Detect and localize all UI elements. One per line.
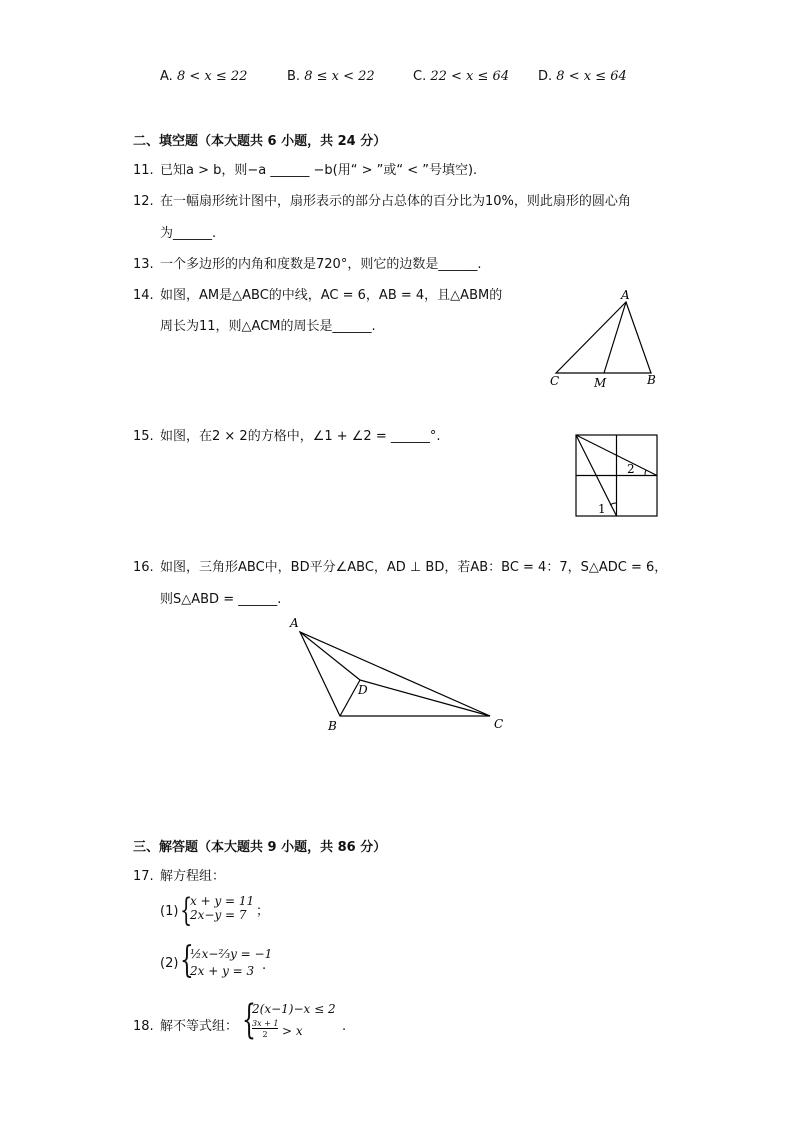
q15-label-1: 1 — [598, 502, 606, 516]
section-3-title: 三、解答题（本大题共 9 小题，共 86 分） — [133, 840, 387, 855]
q15-label-2: 2 — [627, 462, 635, 476]
q17-part1-eq1: x + y = 11 — [190, 894, 255, 908]
q13-text: 一个多边形的内角和度数是720°，则它的边数是______. — [160, 257, 482, 272]
option-d: D. 8 < x ≤ 64 — [538, 69, 627, 84]
q12-line1: 在一幅扇形统计图中，扇形表示的部分占总体的百分比为10%，则此扇形的圆心角 — [160, 194, 631, 209]
q16-triangle-figure — [280, 612, 510, 737]
q18-eq2-denominator: 2 — [262, 1030, 268, 1039]
q14-label-b: B — [647, 373, 656, 387]
q15-grid-figure — [574, 433, 660, 521]
q14-triangle-figure — [540, 285, 670, 395]
q14-label-m: M — [594, 376, 607, 390]
q13-number: 13. — [133, 257, 154, 272]
option-a: A. 8 < x ≤ 22 — [160, 69, 248, 84]
q18-number: 18. — [133, 1019, 154, 1034]
q16-number: 16. — [133, 560, 154, 575]
q14-number: 14. — [133, 288, 154, 303]
q16-label-d: D — [358, 683, 368, 697]
q17-part2-label: (2) — [160, 956, 179, 971]
q17-part2-brace: { — [180, 940, 194, 981]
q16-label-c: C — [494, 717, 504, 731]
q17-number: 17. — [133, 869, 154, 884]
q15-number: 15. — [133, 429, 154, 444]
q15-text: 如图，在2 × 2的方格中，∠1 + ∠2 = ______°. — [160, 429, 441, 444]
q18-eq2-rest: > x — [282, 1024, 303, 1038]
q18-eq1: 2(x−1)−x ≤ 2 — [252, 1002, 336, 1016]
q17-part1-end: ； — [256, 904, 270, 919]
q14-line1: 如图，AM是△ABC的中线，AC = 6，AB = 4，且△ABM的 — [160, 288, 503, 303]
q16-label-b: B — [328, 719, 337, 733]
q14-line2: 周长为11，则△ACM的周长是______. — [160, 319, 376, 334]
q17-part2-eq1: ½x−⅔y = −1 — [190, 947, 273, 961]
section-2-title: 二、填空题（本大题共 6 小题，共 24 分） — [133, 134, 387, 149]
q11-text: 已知a > b，则−a ______ −b(用“ > ”或“ < ”号填空). — [160, 163, 478, 178]
q16-line1: 如图，三角形ABC中，BD平分∠ABC，AD ⊥ BD，若AB：BC = 4：7，S△ADC = 6， — [160, 560, 668, 575]
q17-text: 解方程组： — [160, 869, 226, 884]
q14-label-c: C — [550, 374, 560, 388]
q17-part1-label: (1) — [160, 904, 179, 919]
q12-line2: 为______. — [160, 226, 217, 241]
q11-number: 11. — [133, 163, 154, 178]
q16-line2: 则S△ABD = ______. — [160, 592, 282, 607]
option-c: C. 22 < x ≤ 64 — [413, 69, 510, 84]
q18-brace: { — [242, 997, 256, 1043]
option-b: B. 8 ≤ x < 22 — [287, 69, 375, 84]
q17-part1-eq2: 2x−y = 7 — [190, 908, 247, 922]
q17-part2-eq2: 2x + y = 3 — [190, 964, 255, 978]
q14-label-a: A — [621, 288, 630, 302]
q18-text: 解不等式组： — [160, 1019, 239, 1034]
q17-part1-brace: { — [180, 891, 193, 929]
q12-number: 12. — [133, 194, 154, 209]
q18-end: . — [342, 1019, 347, 1034]
q17-part2-end: . — [262, 958, 267, 973]
q18-eq2-numerator: 3x + 1 — [252, 1019, 279, 1028]
q16-label-a: A — [290, 616, 299, 630]
